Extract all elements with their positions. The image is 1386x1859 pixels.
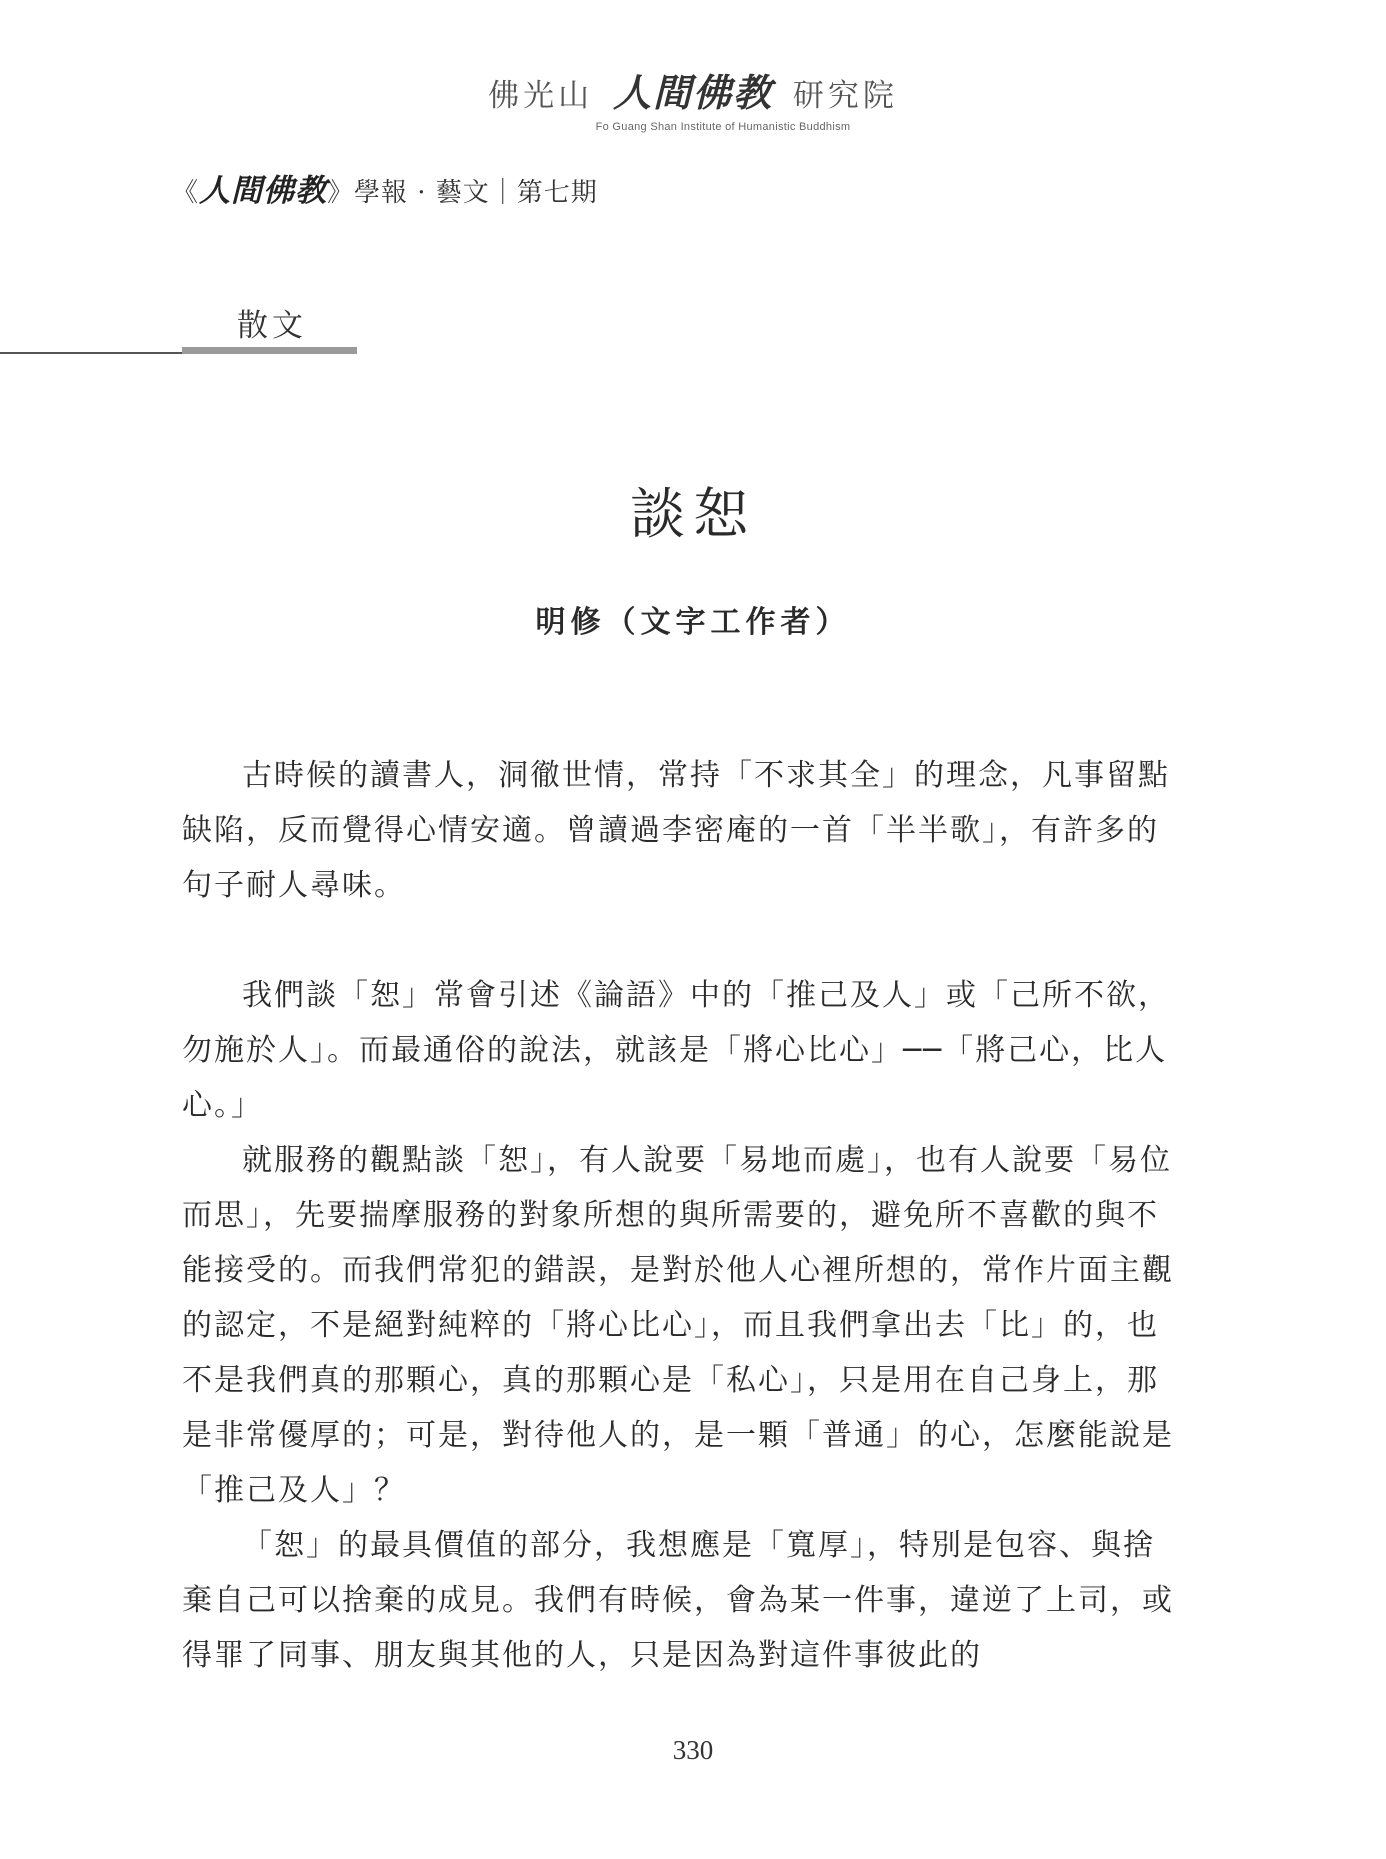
paragraph: 古時候的讀書人，洞徹世情，常持「不求其全」的理念，凡事留點缺陷，反而覺得心情安適。曾讀過李密庵的一首「半半歌」，有許多的句子耐人尋味。 bbox=[182, 758, 1170, 903]
paragraph: 就服務的觀點談「恕」，有人說要「易地而處」，也有人說要「易位而思」，先要揣摩服務的對象所想的與所需要的，避免所不喜歡的與不能接受的。而我們常犯的錯誤，是對於他人心裡所想的，常作片面主觀的認定，不是絕對純粹的「將心比心」，而且我們拿出去「比」的，也不是我們真的那顆心，真的那顆心是「私心」，只是用在自己身上，那是非常優厚的；可是，對待他人的，是一顆「普通」的心，怎麼能說是「推己及人」？ bbox=[182, 1143, 1174, 1508]
institute-suffix: 研究院 bbox=[792, 78, 898, 114]
article-body-intro bbox=[182, 748, 1182, 913]
institute-brand-logo: 人間佛教 bbox=[612, 71, 773, 115]
section-label: 散文 bbox=[237, 308, 307, 344]
article-author: 明修（文字工作者） bbox=[535, 605, 851, 640]
article-body bbox=[182, 968, 1182, 1683]
paragraph: 我們談「恕」常會引述《論語》中的「推己及人」或「己所不欲，勿施於人」。而最通俗的說法，就該是「將心比心」──「將己心，比人心。」 bbox=[182, 978, 1170, 1123]
institute-header bbox=[0, 62, 1386, 133]
paragraph: 「恕」的最具價值的部分，我想應是「寬厚」，特別是包容、與捨棄自己可以捨棄的成見。我們有時候，會為某一件事，違逆了上司，或得罪了同事、朋友與其他的人，只是因為對這件事彼此的 bbox=[182, 1528, 1174, 1673]
institute-prefix: 佛光山 bbox=[488, 78, 594, 114]
section-underline bbox=[182, 347, 357, 354]
article-title: 談恕 bbox=[629, 482, 756, 546]
institute-name bbox=[0, 62, 1386, 117]
journal-open-bracket: 《 bbox=[172, 178, 200, 208]
journal-issue-info: 》學報 · 藝文｜第七期 bbox=[327, 178, 598, 208]
institute-english-name: Fo Guang Shan Institute of Humanistic Buddhism bbox=[595, 121, 851, 133]
page-number: 330 bbox=[672, 1735, 714, 1765]
journal-brand-logo: 人間佛教 bbox=[199, 173, 328, 209]
journal-running-head bbox=[172, 165, 598, 210]
